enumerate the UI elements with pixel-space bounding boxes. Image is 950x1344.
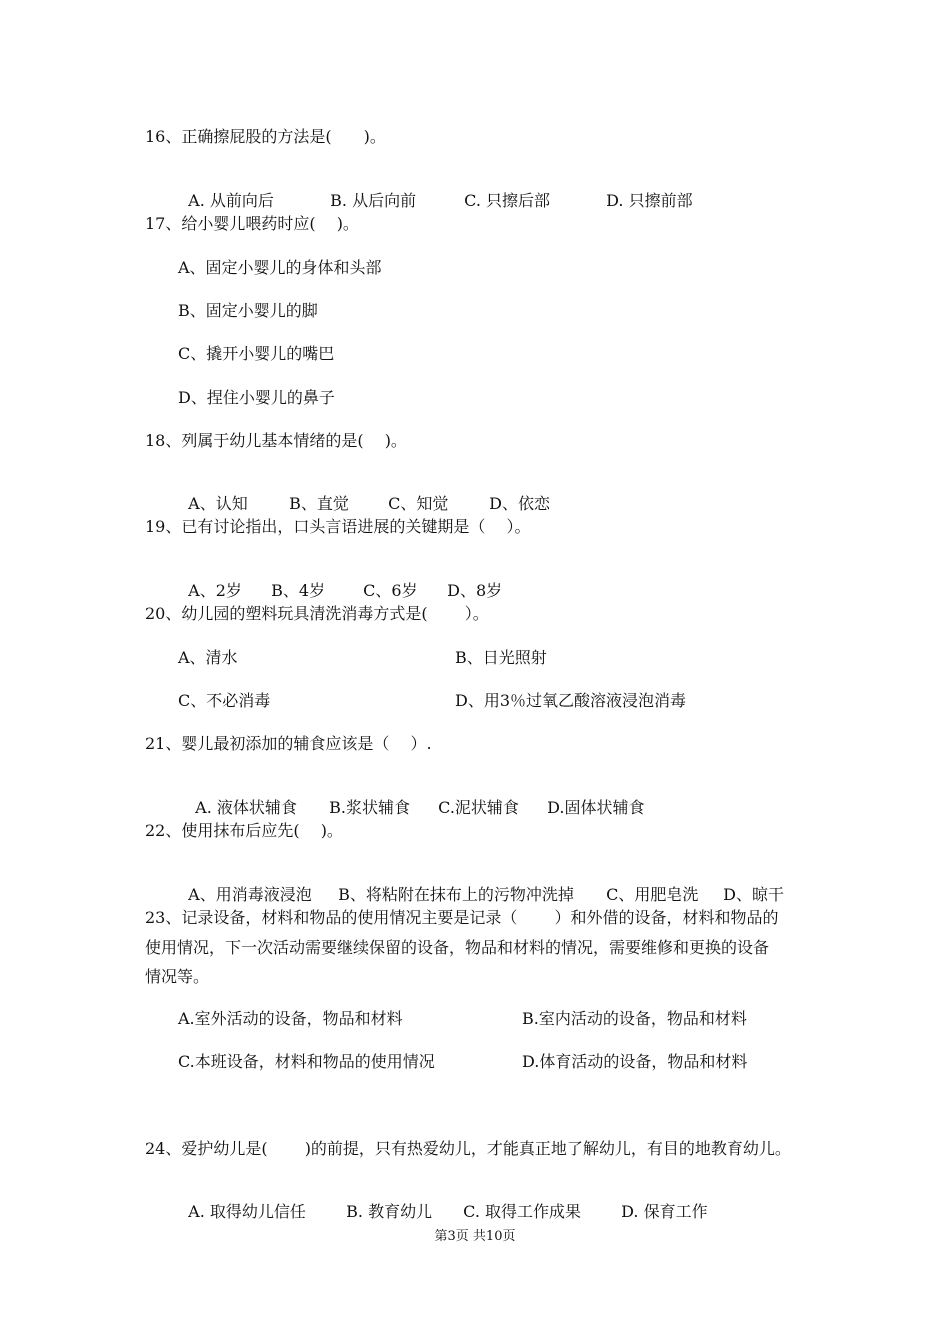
option-b: B、直觉 [289,494,349,513]
option-b: B.浆状辅食 [329,798,411,817]
option-d: D、依恋 [489,494,551,513]
option-c: C、用肥皂洗 [606,885,699,904]
option-c: C. 取得工作成果 [463,1202,582,1221]
option-a: A. 取得幼儿信任 [188,1202,306,1221]
page-number-footer: 第3页 共10页 [434,1229,516,1244]
option-a: A. 从前向后 [188,191,274,210]
question-19-stem: 19、已有讨论指出，口头言语进展的关键期是（ ）。 [145,517,531,536]
option-c: C、知觉 [388,494,449,513]
option-d: D、8岁 [447,581,503,600]
option-a: A. 液体状辅食 [195,798,297,817]
question-17-option-d: D、捏住小婴儿的鼻子 [178,388,335,407]
question-24-options [178,1182,708,1221]
option-b: B. 从后向前 [330,191,417,210]
question-22-options [178,865,785,904]
option-a: A、用消毒液浸泡 [188,885,312,904]
question-17-option-c: C、撬开小婴儿的嘴巴 [178,344,335,363]
question-23-option-d: D.体育活动的设备，物品和材料 [522,1052,748,1071]
question-16-options [178,171,693,210]
option-c: C.泥状辅食 [438,798,519,817]
option-b: B. 教育幼儿 [346,1202,433,1221]
question-21-options [185,778,645,817]
question-21-stem: 21、婴儿最初添加的辅食应该是（ ）. [145,734,432,753]
question-16-stem: 16、正确擦屁股的方法是( )。 [145,127,386,146]
question-24-stem: 24、爱护幼儿是( )的前提，只有热爱幼儿，才能真正地了解幼儿，有目的地教育幼儿。 [145,1139,791,1158]
question-20-option-d: D、用3％过氧乙酸溶液浸泡消毒 [455,691,687,710]
question-20-option-b: B、日光照射 [455,648,547,667]
question-23-option-a: A.室外活动的设备，物品和材料 [178,1009,403,1028]
question-23-stem-line-3: 情况等。 [145,967,210,986]
question-17-stem: 17、给小婴儿喂药时应( )。 [145,214,359,233]
option-c: C、6岁 [363,581,418,600]
option-d: D. 只擦前部 [606,191,693,210]
question-18-options [178,474,551,513]
question-20-option-c: C、不必消毒 [178,691,271,710]
question-23-option-b: B.室内活动的设备，物品和材料 [522,1009,747,1028]
question-22-stem: 22、使用抹布后应先( )。 [145,821,343,840]
question-18-stem: 18、列属于幼儿基本情绪的是( )。 [145,431,407,450]
option-a: A、认知 [188,494,248,513]
option-d: D.固体状辅食 [547,798,645,817]
option-d: D. 保育工作 [621,1202,708,1221]
question-17-option-a: A、固定小婴儿的身体和头部 [178,258,382,277]
option-d: D、晾干 [723,885,785,904]
option-b: B、将粘附在抹布上的污物冲洗掉 [338,885,574,904]
question-23-stem-line-2: 使用情况，下一次活动需要继续保留的设备，物品和材料的情况，需要维修和更换的设备 [145,938,770,957]
question-23-stem-line-1: 23、记录设备，材料和物品的使用情况主要是记录（ ）和外借的设备，材料和物品的 [145,908,779,927]
question-20-option-a: A、清水 [178,648,238,667]
option-b: B、4岁 [271,581,326,600]
question-19-options [178,561,503,600]
question-17-option-b: B、固定小婴儿的脚 [178,301,318,320]
option-c: C. 只擦后部 [464,191,551,210]
question-20-stem: 20、幼儿园的塑料玩具清洗消毒方式是( ）。 [145,604,489,623]
question-23-option-c: C.本班设备，材料和物品的使用情况 [178,1052,435,1071]
option-a: A、2岁 [188,581,242,600]
